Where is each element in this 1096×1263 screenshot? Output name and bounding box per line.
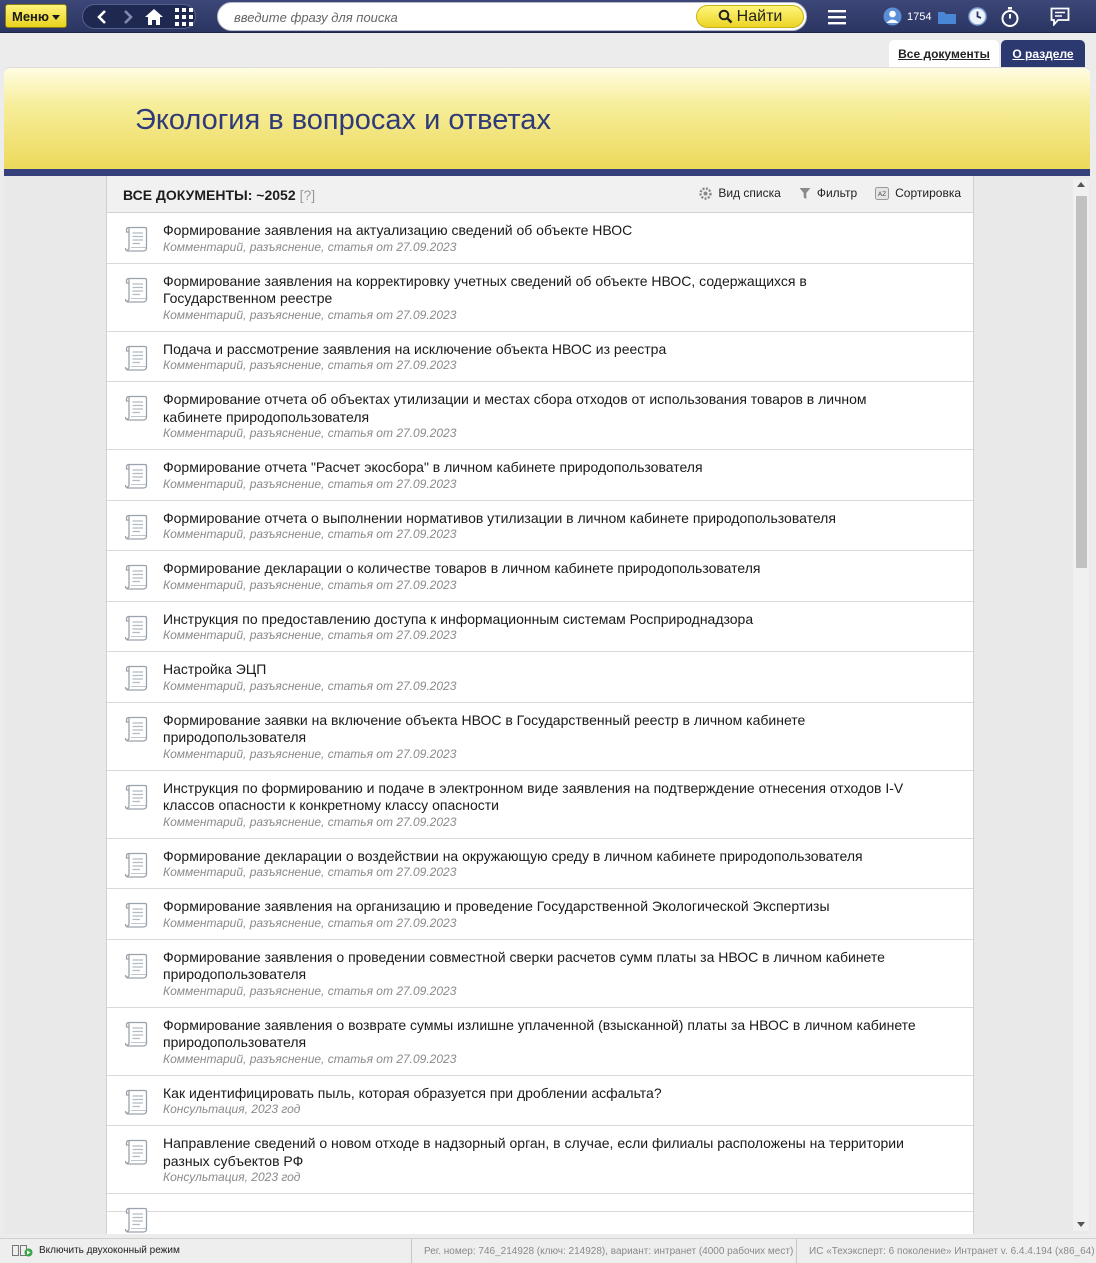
document-list-item[interactable] [107,501,973,552]
search-box [217,2,807,31]
scrollbar-thumb[interactable] [1076,196,1087,568]
document-scroll-icon [123,715,149,748]
document-scroll-icon [123,394,149,427]
list-title [123,187,315,203]
document-scroll-icon [123,344,149,377]
back-arrow-icon[interactable] [91,7,113,27]
document-title[interactable]: Формирование отчета об объектах утилизации и местах сбора отходов от использования товаров в личном кабинете природопользователя [163,391,867,425]
document-meta: Комментарий, разъяснение, статья от 27.09.2023 [163,678,457,693]
document-meta: Консультация, 2023 год [163,1102,301,1116]
document-title[interactable]: Как идентифицировать пыль, которая образуется при дроблении асфальта? [163,1084,662,1101]
document-list-item[interactable] [107,703,973,771]
document-meta: Комментарий, разъяснение, статья от 27.09.2023 [163,577,457,592]
document-list-item[interactable] [107,213,973,264]
document-list-item[interactable] [107,839,973,890]
document-scroll-icon [123,1088,149,1121]
document-list-item[interactable] [107,1008,973,1076]
user-count: 1754 [907,10,932,23]
content-area [4,176,1090,1234]
document-title[interactable]: Формирование заявления о проведении совместной сверки расчетов сумм платы за НВОС в личном кабинете природопользователя [163,948,885,982]
document-list-item[interactable] [107,652,973,703]
document-scroll-icon [123,901,149,934]
filter-funnel-icon [799,187,811,200]
status-bar [0,1238,1096,1262]
document-list-item[interactable] [107,1126,973,1194]
filter-button[interactable] [799,186,857,200]
banner-divider [4,169,1090,176]
document-title[interactable]: Настройка ЭЦП [163,661,267,677]
view-list-label: Вид списка [718,186,781,200]
document-meta: Консультация, 2023 год [163,1170,301,1184]
list-header [107,176,973,213]
document-meta: Комментарий, разъяснение, статья от 27.09.2023 [163,865,457,879]
document-title[interactable]: Формирование заявления о возврате суммы излишне уплаченной (взысканной) платы за НВОС в личном кабинете природопользователя [163,1016,916,1050]
clock-icon[interactable] [966,7,988,26]
document-scroll-icon [123,1020,149,1053]
document-list-item[interactable] [107,771,973,839]
gear-icon [699,187,712,200]
document-list-panel [106,176,974,1234]
document-meta: Комментарий, разъяснение, статья от 27.09.2023 [163,307,457,322]
svg-text:AZ: AZ [878,190,887,198]
search-input[interactable] [234,8,694,26]
document-title[interactable]: Формирование декларации о воздействии на окружающую среду в личном кабинете природопользователя [163,847,863,864]
document-scroll-icon [123,664,149,697]
document-list-item[interactable] [107,1076,973,1127]
sort-icon [875,187,889,200]
document-scroll-icon [123,513,149,546]
forward-arrow-icon[interactable] [121,7,135,27]
grid-apps-icon[interactable] [173,7,195,27]
document-title[interactable]: Формирование заявки на включение объекта НВОС в Государственный реестр в личном кабинете природопользователя [163,711,806,745]
vertical-scrollbar[interactable] [1073,179,1089,1231]
document-meta: Комментарий, разъяснение, статья от 27.09.2023 [163,628,457,642]
document-meta: Комментарий, разъяснение, статья от 27.09.2023 [163,239,457,254]
document-meta: Комментарий, разъяснение, статья от 27.09.2023 [163,915,457,930]
document-title[interactable]: Формирование отчета о выполнении нормативов утилизации в личном кабинете природопользователя [163,509,836,526]
document-title[interactable]: Направление сведений о новом отходе в надзорный орган, в случае, если филиалы расположены на территории разных субъектов РФ [163,1135,904,1169]
document-list-item[interactable] [107,1194,973,1212]
version-info: ИС «Техэксперт: 6 поколение» Интранет v. 6.4.4.194 (x86_64) [796,1239,1095,1263]
document-title[interactable]: Инструкция по формированию и подаче в электронном виде заявления на подтверждение отнесения отходов I-V классов опасности к конкретному классу опасности [163,779,904,813]
document-title[interactable]: Формирование заявления на актуализацию сведений об объекте НВОС [163,222,633,238]
registration-info: Рег. номер: 746_214928 (ключ: 214928), вариант: интранет (4000 рабочих мест) [411,1239,793,1263]
document-scroll-icon [123,851,149,884]
search-icon [718,9,733,24]
document-title[interactable]: Формирование заявления на корректировку учетных сведений об объекте НВОС, содержащихся в Государственном реестре [163,272,807,306]
sort-button[interactable] [875,186,961,200]
document-scroll-icon [123,1206,149,1234]
document-list-item[interactable] [107,940,973,1008]
document-list-item[interactable] [107,450,973,501]
help-link[interactable]: [?] [299,187,316,203]
section-banner [4,67,1090,170]
document-title[interactable]: Формирование заявления на организацию и проведение Государственной Экологической Экспертизы [163,898,830,914]
top-toolbar [0,0,1096,33]
find-button[interactable] [696,5,804,28]
scroll-down-arrow-icon[interactable] [1077,1222,1085,1227]
document-meta: Комментарий, разъяснение, статья от 27.09.2023 [163,358,457,372]
document-meta: Комментарий, разъяснение, статья от 27.09.2023 [163,527,457,541]
menu-label: Меню [11,8,49,24]
document-scroll-icon [123,614,149,647]
navigation-group [82,4,196,29]
page-title: Экология в вопросах и ответах [135,104,551,136]
document-title[interactable]: Подача и рассмотрение заявления на исключение объекта НВОС из реестра [163,340,667,357]
menu-button[interactable] [5,4,67,28]
document-list-item[interactable] [107,889,973,940]
document-count-title: ВСЕ ДОКУМЕНТЫ: ~2052 [123,187,296,203]
document-list-item[interactable] [107,332,973,383]
document-meta: Комментарий, разъяснение, статья от 27.09.2023 [163,426,457,440]
document-meta: Комментарий, разъяснение, статья от 27.09.2023 [163,814,457,829]
scroll-up-arrow-icon[interactable] [1077,182,1085,187]
top-right-tools [826,4,1071,29]
document-list [107,213,973,1212]
sort-label: Сортировка [895,186,961,200]
document-title[interactable]: Формирование декларации о количестве товаров в личном кабинете природопользователя [163,560,761,576]
document-list-item[interactable] [107,382,973,450]
document-scroll-icon [123,462,149,495]
document-list-item[interactable] [107,551,973,602]
document-meta: Комментарий, разъяснение, статья от 27.09.2023 [163,983,457,998]
find-label: Найти [736,7,783,25]
filter-label: Фильтр [816,186,858,200]
document-scroll-icon [123,276,149,309]
document-title[interactable]: Инструкция по предоставлению доступа к информационным системам Росприроднадзора [163,610,754,627]
document-scroll-icon [123,783,149,816]
hamburger-menu-icon[interactable] [826,9,848,25]
document-meta: Комментарий, разъяснение, статья от 27.09.2023 [163,746,457,761]
document-meta: Комментарий, разъяснение, статья от 27.09.2023 [163,476,457,491]
document-scroll-icon [123,563,149,596]
document-title[interactable]: Формирование отчета "Расчет экосбора" в личном кабинете природопользователя [163,459,703,475]
document-scroll-icon [123,1138,149,1171]
stopwatch-icon[interactable] [999,7,1021,27]
tab-about-section[interactable]: О разделе [1001,40,1085,67]
caret-down-icon [52,15,60,20]
document-scroll-icon [123,225,149,258]
comment-icon[interactable] [1049,7,1071,26]
home-icon[interactable] [143,7,165,27]
dual-mode-label: Включить двухоконный режим [39,1245,180,1256]
dual-window-icon [12,1244,33,1257]
folder-icon[interactable] [936,9,958,25]
user-icon[interactable] [882,7,902,26]
list-tools [699,186,961,200]
document-list-item[interactable] [107,264,973,332]
document-list-item[interactable] [107,602,973,653]
dual-window-toggle[interactable] [12,1244,180,1257]
tab-all-documents[interactable]: Все документы [889,40,999,67]
document-meta: Комментарий, разъяснение, статья от 27.09.2023 [163,1051,457,1066]
view-list-button[interactable] [699,186,780,200]
document-scroll-icon [123,952,149,985]
